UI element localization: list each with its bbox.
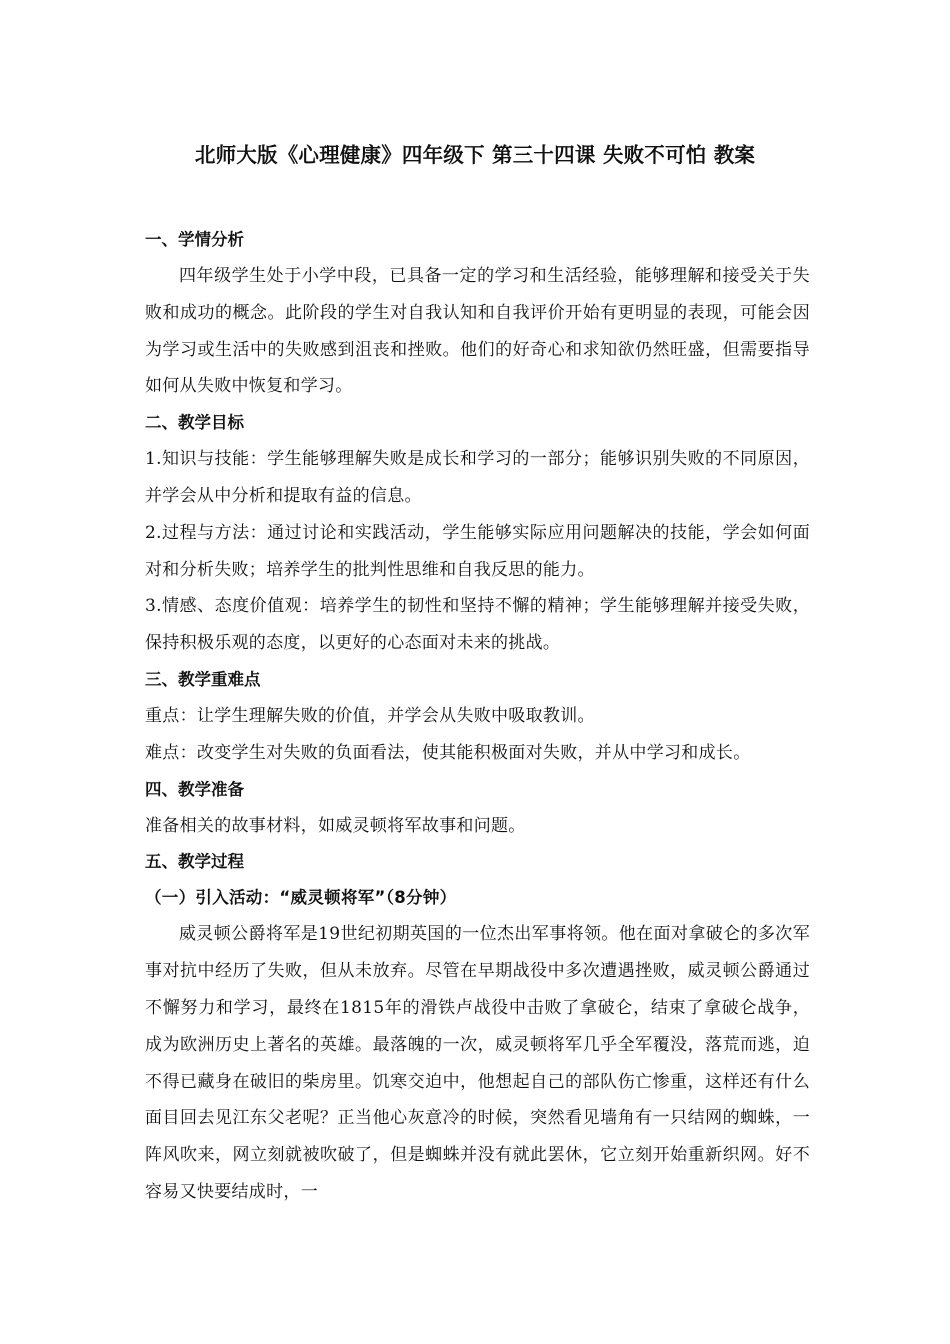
subsection-heading-intro-activity: （一）引入活动：“威灵顿将军”（8分钟） — [145, 888, 457, 908]
goal-process-methods: 2.过程与方法：通过讨论和实践活动，学生能够实际应用问题解决的技能，学会如何面对和分析失败；培养学生的批判性思维和自我反思的能力。 — [145, 522, 810, 580]
preparation-text: 准备相关的故事材料，如威灵顿将军故事和问题。 — [145, 815, 526, 836]
section-heading-key-difficult-points: 三、教学重难点 — [145, 669, 261, 689]
goal-emotion-attitude: 3.情感、态度价值观：培养学生的韧性和坚持不懈的精神；学生能够理解并接受失败，保持积极乐观的态度，以更好的心态面对未来的挑战。 — [145, 596, 810, 654]
difficult-point-text: 难点：改变学生对失败的负面看法，使其能积极面对失败，并从中学习和成长。 — [145, 742, 751, 763]
wellington-story-paragraph: 威灵顿公爵将军是19世纪初期英国的一位杰出军事将领。他在面对拿破仑的多次军事对抗中经历了失败，但从未放弃。尽管在早期战役中多次遭遇挫败，威灵顿公爵通过不懈努力和学习，最终在1815年的滑铁卢战役中击败了拿破仑，结束了拿破仑战争，成为欧洲历史上著名的英雄。最落魄的一次，威灵顿将军几乎全军覆没，落荒而逃，迫不得已藏身在破旧的柴房里。饥寒交迫中，他想起自己的部队伤亡惨重，这样还有什么面目回去见江东父老呢？正当他心灰意冷的时候，突然看见墙角有一只结网的蜘蛛，一阵风吹来，网立刻就被吹破了，但是蜘蛛并没有就此罢休，它立刻开始重新织网。好不容易又快要结成时，一 — [145, 924, 810, 1202]
section-heading-teaching-process: 五、教学过程 — [145, 852, 244, 872]
section-heading-preparation: 四、教学准备 — [145, 779, 244, 799]
section-heading-teaching-goals: 二、教学目标 — [145, 413, 244, 433]
section-heading-learner-analysis: 一、学情分析 — [145, 230, 244, 249]
key-point-text: 重点：让学生理解失败的价值，并学会从失败中吸取教训。 — [145, 705, 595, 726]
document-title: 北师大版《心理健康》四年级下 第三十四课 失败不可怕 教案 — [194, 143, 756, 167]
document-blocks — [145, 222, 810, 1211]
learner-analysis-paragraph: 四年级学生处于小学中段，已具备一定的学习和生活经验，能够理解和接受关于失败和成功的概念。此阶段的学生对自我认知和自我评价开始有更明显的表现，可能会因为学习或生活中的失败感到沮丧和挫败。他们的好奇心和求知欲仍然旺盛，但需要指导如何从失败中恢复和学习。 — [145, 266, 810, 397]
goal-knowledge-skills: 1.知识与技能：学生能够理解失败是成长和学习的一部分；能够识别失败的不同原因，并学会从中分析和提取有益的信息。 — [145, 449, 810, 506]
